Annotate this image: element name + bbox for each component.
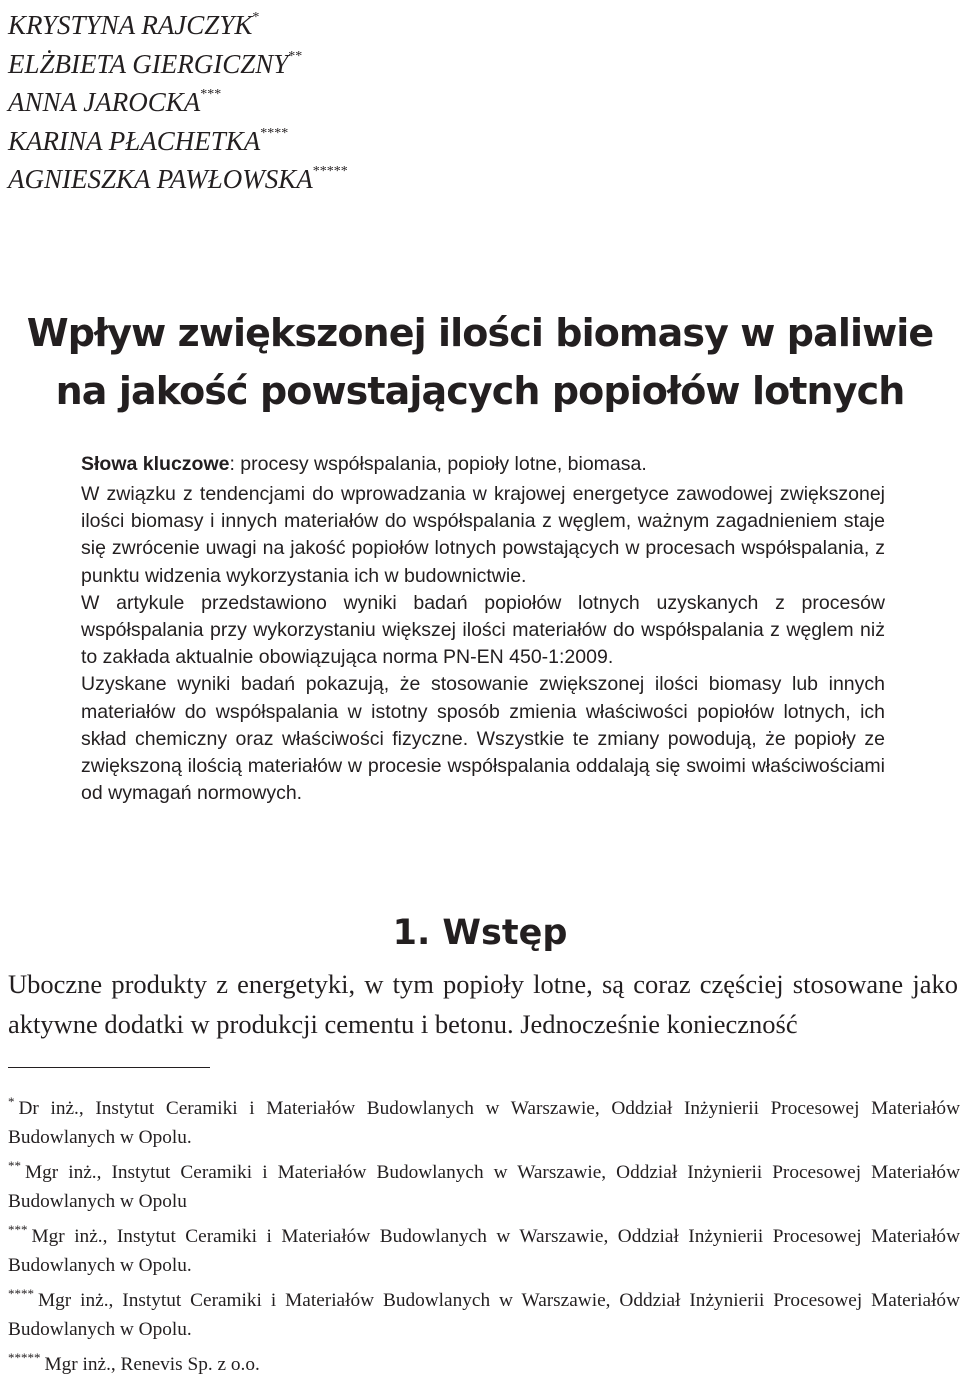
footnote [8,1152,960,1216]
footnote-text: Mgr inż., Renevis Sp. z o.o. [44,1354,260,1375]
author-name: KRYSTYNA RAJCZYK [8,10,253,40]
author-footnote-mark: ***** [312,164,348,179]
author-footnote-mark: **** [260,125,289,141]
author-name: ELŻBIETA GIERGICZNY [8,48,289,79]
footnote-text: Mgr inż., Instytut Ceramiki i Materiałów Budowlanych w Warszawie, Oddział Inżynierii Procesowej Materiałów Budowlanych w Opolu. [8,1290,960,1340]
author [8,116,348,155]
author [8,0,348,39]
footnote-mark: *** [8,1222,28,1237]
author-footnote-mark: *** [200,87,222,102]
footnote-mark: **** [8,1286,34,1301]
article-title [0,304,960,420]
footnote-text: Mgr inż., Instytut Ceramiki i Materiałów Budowlanych w Warszawie, Oddział Inżynierii Procesowej Materiałów Budowlanych w Opolu. [8,1226,960,1276]
author-name: AGNIESZKA PAWŁOWSKA [8,164,313,194]
footnote [8,1216,960,1280]
keywords-text: : procesy współspalania, popioły lotne, biomasa. [229,453,647,475]
author-name: ANNA JAROCKA [8,87,201,117]
title-line-2: na jakość powstających popiołów lotnych [55,369,905,413]
footnote-text: Dr inż., Instytut Ceramiki i Materiałów Budowlanych w Warszawie, Oddział Inżynierii Procesowej Materiałów Budowlanych w Opolu. [8,1098,960,1148]
author-footnote-mark: * [252,10,260,25]
keywords-label: Słowa kluczowe [81,453,230,475]
footnote-text: Mgr inż., Instytut Ceramiki i Materiałów Budowlanych w Warszawie, Oddział Inżynierii Procesowej Materiałów Budowlanych w Opolu [8,1162,960,1212]
author-name: KARINA PŁACHETKA [8,125,261,156]
abstract-paragraph: Uzyskane wyniki badań pokazują, że stosowanie zwiększonej ilości biomasy lub innych materiałów do współspalania w istotny sposób zmienia właściwości popiołów lotnych, ich skład chemiczny oraz właściwości fizyczne. Wszystkie te zmiany powodują, że popioły ze zwiększoną ilością materiałów w procesie współspalania oddalają się swoimi właściwościami od wymagań normowych. [81,673,885,805]
section-heading: 1. Wstęp [392,913,568,953]
footnote [8,1344,960,1380]
footnote-mark: ***** [8,1350,41,1365]
footnote [8,1280,960,1344]
title-line-1: Wpływ zwiększonej ilości biomasy w paliwie [26,311,934,355]
footnote-mark: ** [8,1158,21,1173]
author-footnote-mark: ** [288,48,303,64]
keywords [81,451,885,481]
footnotes [8,1088,960,1380]
footnote-mark: * [8,1094,15,1109]
body-paragraph: Uboczne produkty z energetyki, w tym popioły lotne, są coraz częściej stosowane jako aktywne dodatki w produkcji cementu i betonu. Jednocześnie konieczność [8,969,958,1039]
author [8,39,348,78]
abstract-paragraph: W artykule przedstawiono wyniki badań popiołów lotnych uzyskanych z procesów współspalania przy wykorzystaniu większej ilości materiałów do współspalania z węglem niż to zakłada aktualnie obowiązująca norma PN-EN 450-1:2009. [81,591,885,669]
author [8,77,348,116]
abstract-paragraph: W związku z tendencjami do wprowadzania w krajowej energetyce zawodowej zwiększonej ilości biomasy i innych materiałów do współspalania z węglem, ważnym zagadnieniem staje się zwrócenie uwagi na jakość popiołów lotnych powstających w procesach współspalania, z punktu widzenia wykorzystania ich w budownictwie. [81,483,885,587]
author [8,154,348,193]
abstract [81,451,885,807]
author-list [8,0,348,193]
footnote [8,1088,960,1152]
footnote-divider [8,1067,210,1068]
